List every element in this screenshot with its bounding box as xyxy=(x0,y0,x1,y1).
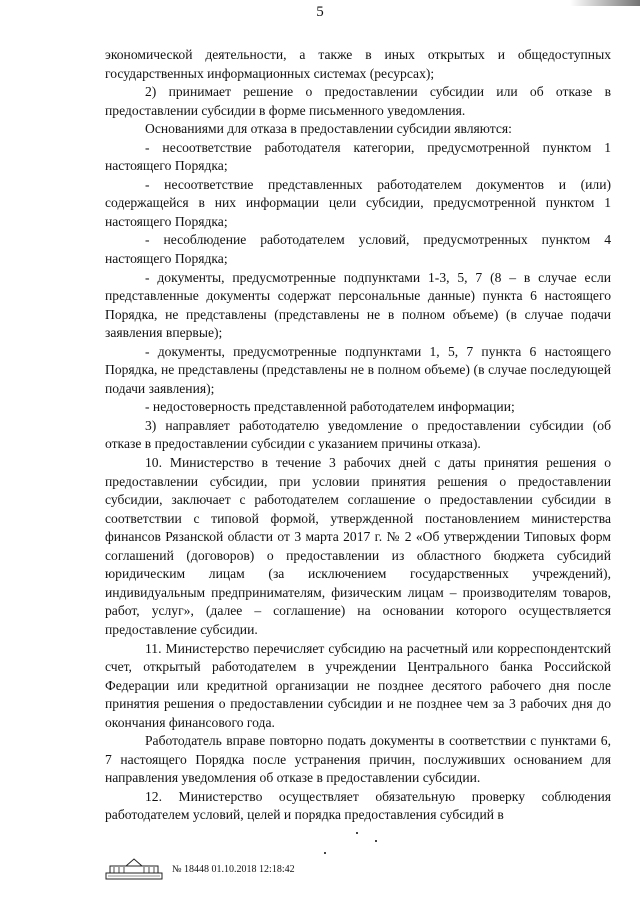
government-building-icon xyxy=(104,857,164,881)
document-body xyxy=(105,46,611,825)
document-paragraph: 10. Министерство в течение 3 рабочих дней с даты принятия решения о предоставлении субсидии, при условии принятия решения о предоставлении субсидии, заключает с работодателем соглашение о предоставлении субсидии в соответствии с типовой формой, утвержденной постановлением министерства финансов Рязанской области от 3 марта 2017 г. № 2 «Об утверждении Типовых форм соглашений (договоров) о предоставлении из областного бюджета субсидий юридическим лицам (за исключением государственных учреждений), индивидуальным предпринимателям, физическим лицам – производителям товаров, работ, услуг», (далее – соглашение) на основании которого осуществляется предоставление субсидии. xyxy=(105,455,611,637)
document-paragraph: Работодатель вправе повторно подать документы в соответствии с пунктами 6, 7 настоящего Порядка после устранения причин, послуживших основанием для направления уведомления об отказе в предоставлении субсидии. xyxy=(105,733,611,786)
document-paragraph: - документы, предусмотренные подпунктами 1-3, 5, 7 (8 – в случае если представленные документы содержат персональные данные) пункта 6 настоящего Порядка, не представлены (представлены не в полном объеме) (в случае подачи заявления впервые); xyxy=(105,269,611,341)
document-paragraph: - несоблюдение работодателем условий, предусмотренных пунктом 4 настоящего Порядка; xyxy=(105,232,611,267)
document-paragraph: 11. Министерство перечисляет субсидию на расчетный или корреспондентский счет, открытый работодателем в учреждении Центрального банка Российской Федерации или кредитной организации не позднее десятого рабочего дня после принятия решения о предоставлении субсидии и не позднее чем за 3 рабочих дня до окончания финансового года. xyxy=(105,640,611,730)
document-paragraph: Основаниями для отказа в предоставлении субсидии являются: xyxy=(145,121,512,137)
scan-speck xyxy=(324,852,326,854)
document-paragraph: - несоответствие представленных работодателем документов и (или) содержащейся в них информации цели субсидии, предусмотренной пунктом 1 настоящего Порядка; xyxy=(105,176,611,229)
scan-speck xyxy=(375,840,377,842)
scan-speck xyxy=(356,832,358,834)
document-paragraph: 3) направляет работодателю уведомление о предоставлении субсидии (об отказе в предоставлении субсидии с указанием причины отказа). xyxy=(105,417,611,452)
document-paragraph: - несоответствие работодателя категории, предусмотренной пунктом 1 настоящего Порядка; xyxy=(105,139,611,174)
document-paragraph: 12. Министерство осуществляет обязательную проверку соблюдения работодателем условий, целей и порядка предоставления субсидий в xyxy=(105,788,611,823)
registration-stamp-text: № 18448 01.10.2018 12:18:42 xyxy=(172,863,295,875)
document-paragraph: 2) принимает решение о предоставлении субсидии или об отказе в предоставлении субсидии в форме письменного уведомления. xyxy=(105,84,611,118)
page-number: 5 xyxy=(316,4,324,20)
document-paragraph: экономической деятельности, а также в иных открытых и общедоступных государственных информационных системах (ресурсах); xyxy=(105,47,611,81)
document-paragraph: - документы, предусмотренные подпунктами 1, 5, 7 пункта 6 настоящего Порядка, не представлены (представлены не в полном объеме) (в случае последующей подачи заявления); xyxy=(105,343,611,396)
document-paragraph: - недостоверность представленной работодателем информации; xyxy=(145,399,515,415)
registration-footer xyxy=(104,857,295,881)
